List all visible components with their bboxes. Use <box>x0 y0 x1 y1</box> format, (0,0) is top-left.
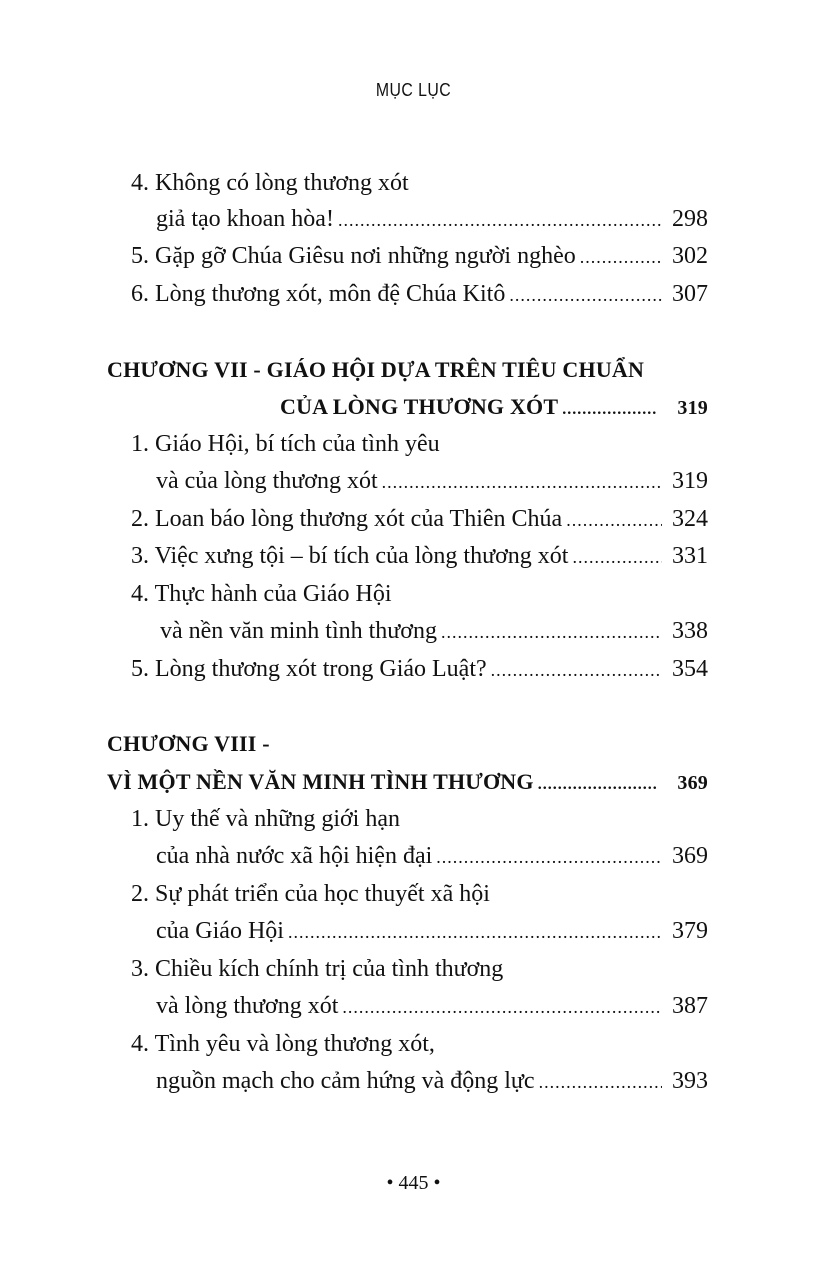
leader-dots <box>491 655 662 685</box>
chapter-viii-heading-line1[interactable]: CHƯƠNG VIII - <box>107 731 270 756</box>
leader-dots <box>436 842 662 872</box>
chapter-viii-heading-line2[interactable] <box>107 767 708 797</box>
toc-entry-vii-4-title: 4. Thực hành của Giáo Hội <box>131 581 392 607</box>
chapter-vii-heading-line2[interactable] <box>280 392 708 422</box>
toc-entry-vii-1-title: 1. Giáo Hội, bí tích của tình yêu <box>131 431 440 457</box>
toc-entry-4-line2[interactable] <box>156 204 708 234</box>
leader-dots <box>288 917 662 947</box>
toc-entry-text: 5. Gặp gỡ Chúa Giêsu nơi những người nghèo <box>131 243 576 269</box>
toc-entry-viii-3-title: 3. Chiều kích chính trị của tình thương <box>131 956 504 982</box>
page-number: 319 <box>672 468 708 494</box>
leader-dots <box>342 992 662 1022</box>
leader-dots <box>509 280 662 310</box>
page-number: 331 <box>672 543 708 569</box>
toc-entry-text: và của lòng thương xót <box>156 468 378 494</box>
leader-dots <box>441 617 662 647</box>
chapter-title: VÌ MỘT NỀN VĂN MINH TÌNH THƯƠNG <box>107 769 534 794</box>
page-number: 369 <box>677 772 708 794</box>
leader-dots <box>562 395 658 425</box>
toc-entry-viii-2-line2[interactable] <box>156 916 708 946</box>
page-number: 319 <box>677 397 708 419</box>
chapter-title: CỦA LÒNG THƯƠNG XÓT <box>280 394 559 419</box>
chapter-vii-heading-line1[interactable]: CHƯƠNG VII - GIÁO HỘI DỰA TRÊN TIÊU CHUẨN <box>107 357 645 382</box>
toc-entry-viii-1-line2[interactable] <box>156 841 708 871</box>
leader-dots <box>580 242 662 272</box>
leader-dots <box>566 505 662 535</box>
toc-entry-text: nguồn mạch cho cảm hứng và động lực <box>156 1068 535 1094</box>
toc-entry-text: và lòng thương xót <box>156 993 339 1019</box>
page-number: 369 <box>672 843 708 869</box>
toc-entry-vii-1-line2[interactable] <box>156 466 708 496</box>
page-number: 393 <box>672 1068 708 1094</box>
toc-entry-viii-4-title: 4. Tình yêu và lòng thương xót, <box>131 1031 435 1057</box>
leader-dots <box>538 770 658 800</box>
toc-entry-text: 2. Loan báo lòng thương xót của Thiên Chúa <box>131 506 563 532</box>
toc-entry-viii-3-line2[interactable] <box>156 991 708 1021</box>
toc-entry-text: 3. Việc xưng tội – bí tích của lòng thương xót <box>131 543 569 569</box>
toc-entry-vii-5[interactable] <box>131 654 708 684</box>
toc-entry-text: của Giáo Hội <box>156 918 284 944</box>
toc-entry-text: 5. Lòng thương xót trong Giáo Luật? <box>131 656 487 682</box>
page-folio: • 445 • <box>386 1172 441 1194</box>
toc-entry-viii-1-title: 1. Uy thế và những giới hạn <box>131 806 400 832</box>
leader-dots <box>539 1067 662 1097</box>
running-head: MỤC LỤC <box>375 80 452 100</box>
leader-dots <box>338 205 662 235</box>
toc-entry-vii-2[interactable] <box>131 504 708 534</box>
toc-entry-vii-3[interactable] <box>131 541 708 571</box>
leader-dots <box>382 467 662 497</box>
page-number: 338 <box>672 618 708 644</box>
toc-entry-text: giả tạo khoan hòa! <box>156 206 334 232</box>
page-number: 302 <box>672 243 708 269</box>
page-number: 379 <box>672 918 708 944</box>
toc-entry-viii-2-title: 2. Sự phát triển của học thuyết xã hội <box>131 881 490 907</box>
leader-dots <box>572 542 662 572</box>
page-number: 307 <box>672 281 708 307</box>
toc-entry-text: và nền văn minh tình thương <box>160 618 437 644</box>
toc-entry-viii-4-line2[interactable] <box>156 1066 708 1096</box>
toc-entry-text: của nhà nước xã hội hiện đại <box>156 843 433 869</box>
page-number: 324 <box>672 506 708 532</box>
toc-entry-vii-4-line2[interactable] <box>160 616 708 646</box>
toc-entry-text: 6. Lòng thương xót, môn đệ Chúa Kitô <box>131 281 506 307</box>
toc-entry-6[interactable] <box>131 279 708 309</box>
toc-entry-4-title: 4. Không có lòng thương xót <box>131 170 409 196</box>
page-number: 387 <box>672 993 708 1019</box>
toc-entry-5[interactable] <box>131 241 708 271</box>
page-number: 298 <box>672 206 708 232</box>
page-number: 354 <box>672 656 708 682</box>
